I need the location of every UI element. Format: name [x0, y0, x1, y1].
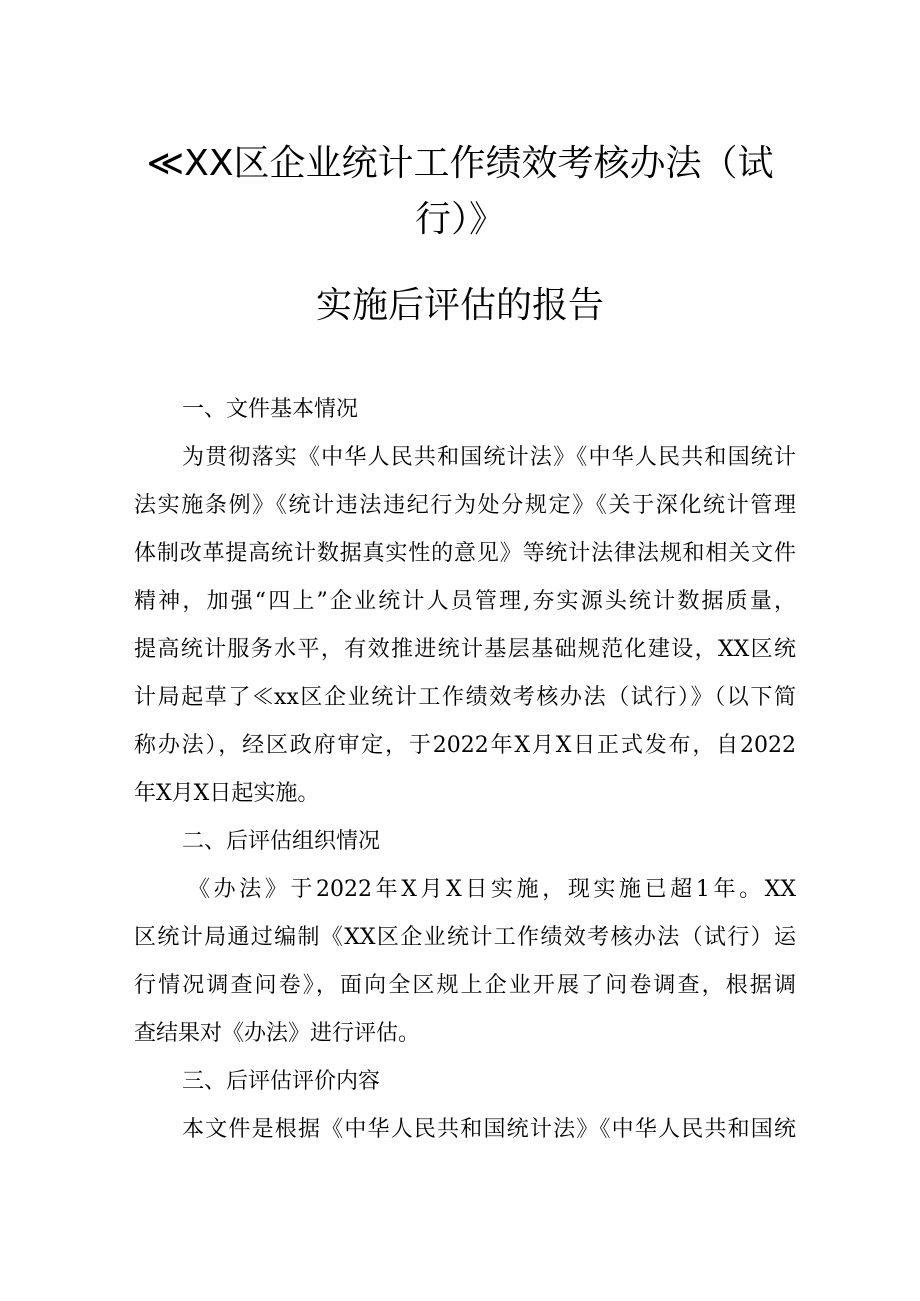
section-1-heading: 一、文件基本情况	[182, 397, 359, 422]
section-2-heading: 二、后评估组织情况	[182, 829, 381, 854]
section-2-line-1: 《办法》于2022年X月X日实施，现实施已超1年。XX	[188, 877, 796, 902]
section-2-line-4: 查结果对《办法》进行评估。	[134, 1021, 421, 1046]
section-1-line-5: 提高统计服务水平，有效推进统计基层基础规范化建设，XX区统	[134, 637, 796, 662]
section-2-line-3: 行情况调查问卷》，面向全区规上企业开展了问卷调查，根据调	[134, 973, 796, 998]
document-subtitle: 实施后评估的报告	[315, 285, 604, 326]
section-1-line-1: 为贯彻落实《中华人民共和国统计法》《中华人民共和国统计	[182, 445, 796, 470]
section-1-line-6: 计局起草了≪xx区企业统计工作绩效考核办法（试行）》（以下简	[134, 685, 796, 710]
section-3-line-1: 本文件是根据《中华人民共和国统计法》《中华人民共和国统	[182, 1117, 796, 1142]
section-1-line-7: 称办法），经区政府审定，于2022年X月X日正式发布，自2022	[134, 733, 796, 758]
document-title-line-2: 行）》	[414, 199, 505, 240]
section-2-line-2: 区统计局通过编制《XX区企业统计工作绩效考核办法（试行）运	[134, 925, 796, 950]
section-1-line-4: 精神，加强“四上”企业统计人员管理,夯实源头统计数据质量，	[134, 589, 796, 614]
section-1-line-2: 法实施条例》《统计违法违纪行为处分规定》《关于深化统计管理	[134, 493, 796, 518]
section-1-line-8: 年X月X日起实施。	[134, 781, 320, 806]
section-1-line-3: 体制改革提高统计数据真实性的意见》等统计法律法规和相关文件	[134, 541, 796, 566]
section-3-heading: 三、后评估评价内容	[182, 1069, 381, 1094]
document-title-line-1: ≪XX区企业统计工作绩效考核办法（试	[146, 143, 774, 184]
